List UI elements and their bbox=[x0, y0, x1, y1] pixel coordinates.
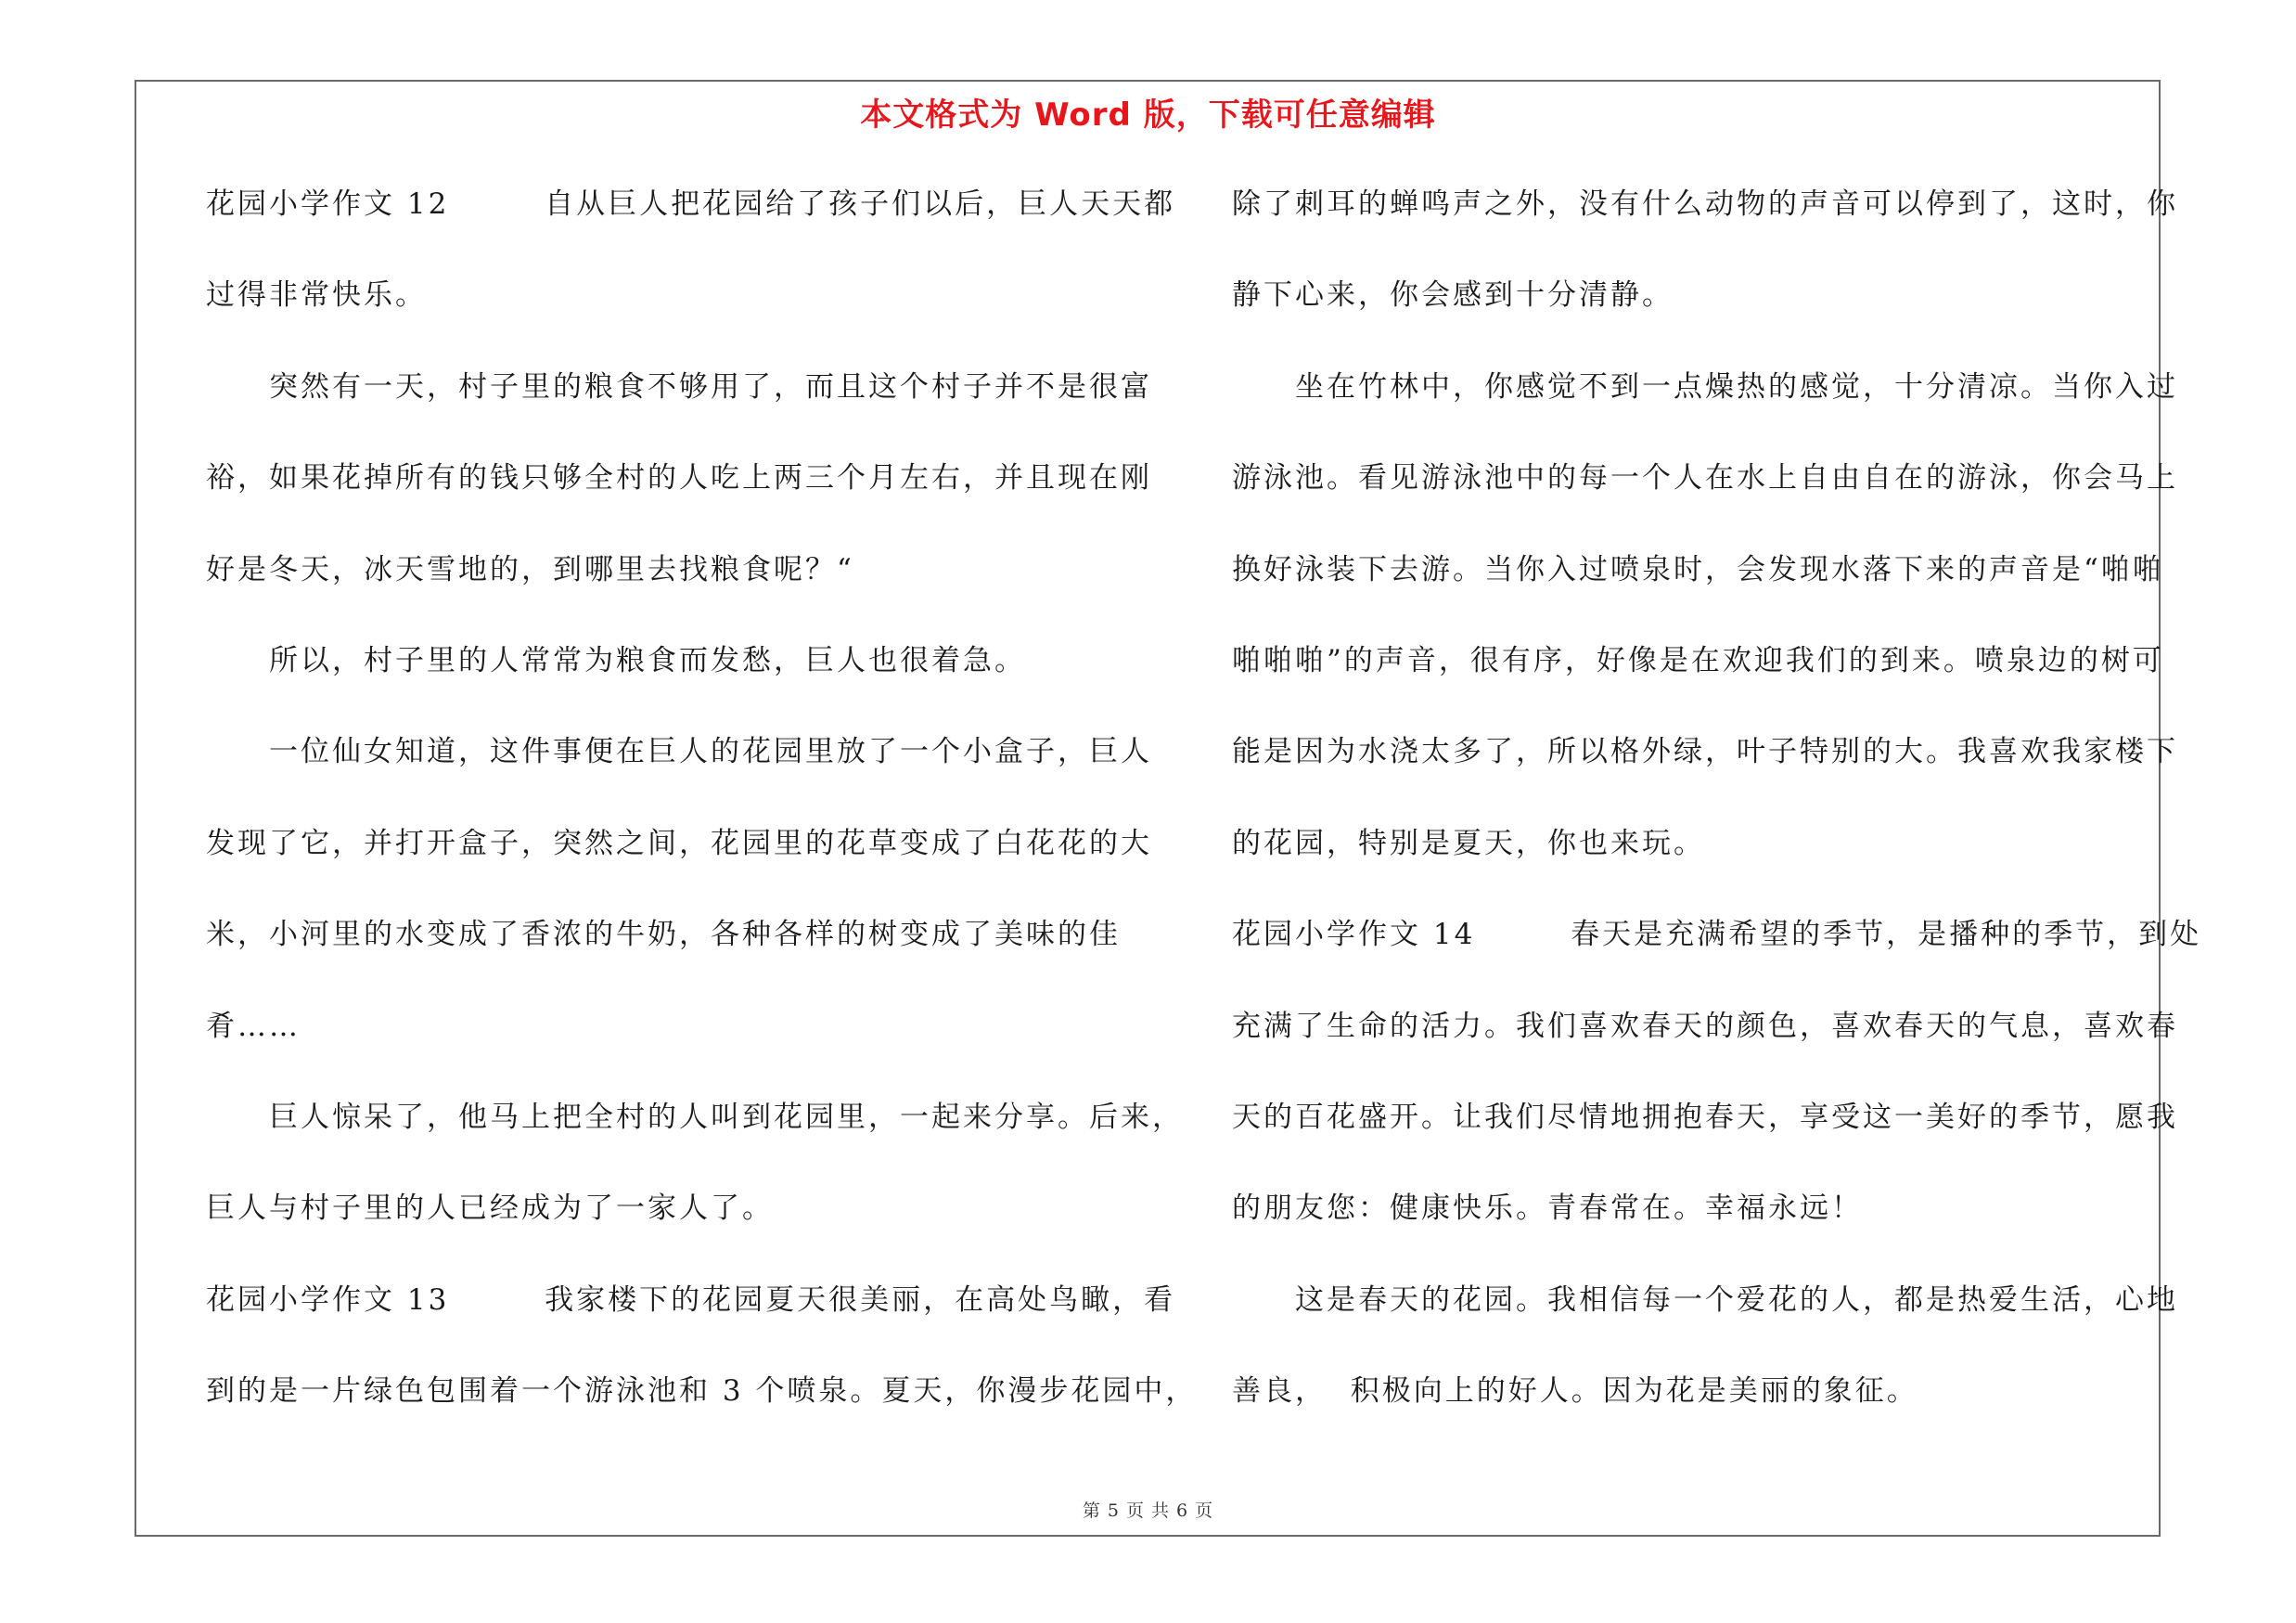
page-number-footer: 第 5 页 共 6 页 bbox=[1082, 1501, 1214, 1521]
text-line: 这是春天的花园。我相信每一个爱花的人，都是热爱生活，心地 bbox=[1295, 1282, 2178, 1317]
text-line: 坐在竹林中，你感觉不到一点燥热的感觉，十分清凉。当你入过 bbox=[1295, 369, 2178, 404]
text-line: 善良， 积极向上的好人。因为花是美丽的象征。 bbox=[1232, 1374, 1918, 1409]
text-line: 巨人惊呆了，他马上把全村的人叫到花园里，一起来分享。后来， bbox=[269, 1101, 1184, 1134]
word-format-banner: 本文格式为 Word 版，下载可任意编辑 bbox=[860, 97, 1436, 134]
text-line: 好是冬天，冰天雪地的，到哪里去找粮食呢？“ bbox=[206, 552, 854, 586]
text-line: 能是因为水浇太多了，所以格外绿，叶子特别的大。我喜欢我家楼下 bbox=[1232, 735, 2178, 769]
text-line: 花园小学作文 12 自从巨人把花园给了孩子们以后，巨人天天都 bbox=[206, 187, 1176, 221]
text-line: 裕，如果花掉所有的钱只够全村的人吃上两三个月左右，并且现在刚 bbox=[206, 461, 1152, 496]
text-line: 花园小学作文 14 春天是充满希望的季节，是播种的季节，到处 bbox=[1232, 918, 2202, 952]
text-line: 突然有一天，村子里的粮食不够用了，而且这个村子并不是很富 bbox=[269, 369, 1152, 404]
text-line: 的朋友您：健康快乐。青春常在。幸福永远！ bbox=[1232, 1191, 1863, 1226]
text-line: 过得非常快乐。 bbox=[206, 278, 427, 313]
text-line: 静下心来，你会感到十分清静。 bbox=[1232, 278, 1674, 313]
text-line: 肴…… bbox=[206, 1009, 301, 1043]
text-line: 除了刺耳的蝉鸣声之外，没有什么动物的声音可以停到了，这时，你 bbox=[1232, 187, 2178, 221]
text-line: 充满了生命的活力。我们喜欢春天的颜色，喜欢春天的气息，喜欢春 bbox=[1232, 1009, 2178, 1043]
text-line: 发现了它，并打开盒子，突然之间，花园里的花草变成了白花花的大 bbox=[206, 826, 1152, 860]
text-line: 一位仙女知道，这件事便在巨人的花园里放了一个小盒子，巨人 bbox=[269, 735, 1152, 769]
text-line: 到的是一片绿色包围着一个游泳池和 3 个喷泉。夏天，你漫步花园中， bbox=[206, 1374, 1198, 1409]
text-line: 巨人与村子里的人已经成为了一家人了。 bbox=[206, 1191, 774, 1226]
text-line: 米，小河里的水变成了香浓的牛奶，各种各样的树变成了美味的佳 bbox=[206, 918, 1121, 952]
text-line: 游泳池。看见游泳池中的每一个人在水上自由自在的游泳，你会马上 bbox=[1232, 461, 2178, 496]
text-line: 天的百花盛开。让我们尽情地拥抱春天，享受这一美好的季节，愿我 bbox=[1232, 1101, 2178, 1134]
text-line: 所以，村子里的人常常为粮食而发愁，巨人也很着急。 bbox=[269, 644, 1026, 677]
text-line: 的花园，特别是夏天，你也来玩。 bbox=[1232, 826, 1705, 860]
text-line: 花园小学作文 13 我家楼下的花园夏天很美丽，在高处鸟瞰，看 bbox=[206, 1282, 1176, 1317]
text-line: 啪啪啪”的声音，很有序，好像是在欢迎我们的到来。喷泉边的树可 bbox=[1232, 644, 2164, 677]
text-line: 换好泳装下去游。当你入过喷泉时，会发现水落下来的声音是“啪啪 bbox=[1232, 552, 2164, 586]
